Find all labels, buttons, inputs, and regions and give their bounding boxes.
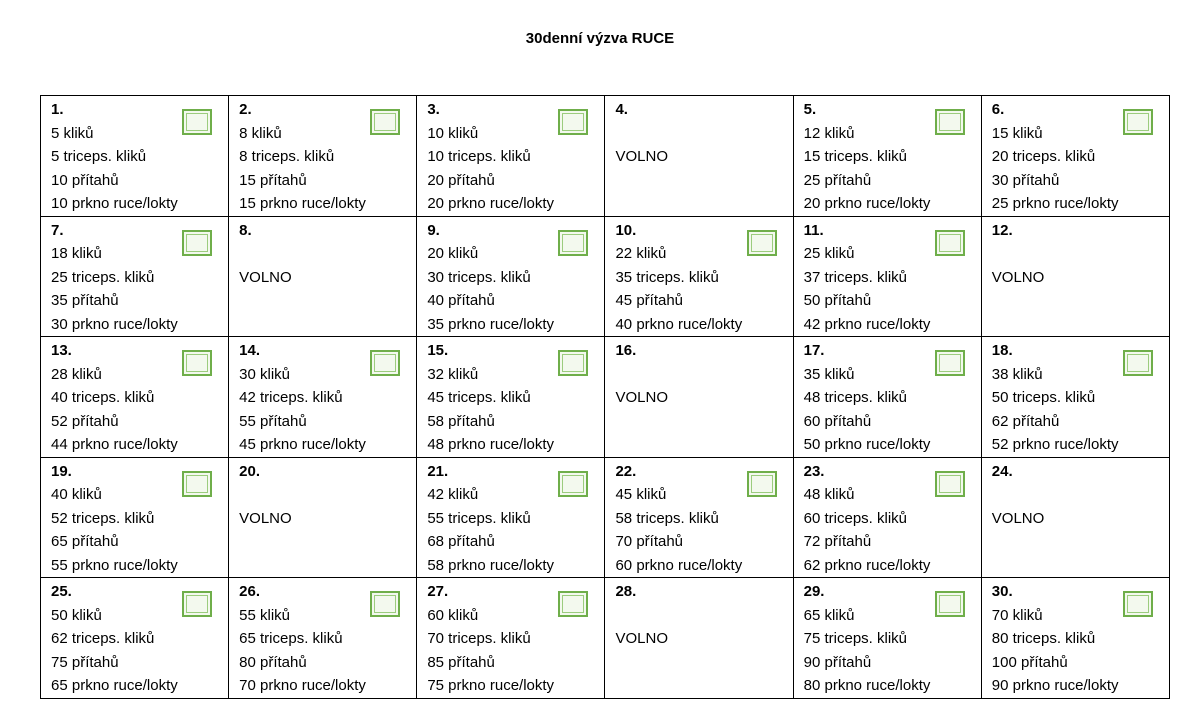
day-number: 20. [239,462,261,480]
day-cell [981,337,1169,458]
day-cell [605,216,793,337]
day-cell [417,457,605,578]
day-cell [417,578,605,699]
triceps-line: 65 triceps. kliků [239,630,343,647]
checkbox-icon[interactable] [558,230,588,256]
day-number: 19. [51,462,72,480]
pullups-line: 65 přítahů [51,533,119,550]
day-cell [793,216,981,337]
pullups-line: 80 přítahů [239,653,307,671]
pullups-line: 85 přítahů [427,653,495,671]
plank-line: 30 prkno ruce/lokty [51,315,178,333]
page-title: 30denní výzva RUCE [525,30,675,47]
day-number: 15. [427,342,449,359]
plank-line: 75 prkno ruce/lokty [427,677,555,694]
triceps-line: 37 triceps. kliků [803,268,907,286]
rest-label: VOLNO [991,509,1045,527]
triceps-line: 10 triceps. kliků [427,148,531,165]
triceps-line: 58 triceps. kliků [615,509,719,527]
day-cell [41,216,229,337]
day-cell [229,578,417,699]
day-cell [981,216,1169,337]
pullups-line: 45 přítahů [615,292,684,309]
pushups-line: 10 kliků [427,124,479,142]
checkbox-icon[interactable] [935,350,965,376]
triceps-line: 62 triceps. kliků [51,630,155,647]
day-cell [41,457,229,578]
plank-line: 90 prkno ruce/lokty [991,677,1119,694]
checkbox-icon[interactable] [182,109,212,135]
pullups-line: 10 přítahů [51,171,119,189]
plank-line: 42 prkno ruce/lokty [803,315,931,333]
pullups-line: 72 přítahů [803,533,872,550]
pushups-line: 18 kliků [51,245,102,262]
pushups-line: 28 kliků [51,365,102,383]
day-number: 9. [427,221,440,239]
triceps-line: 55 triceps. kliků [427,509,531,527]
plank-line: 10 prkno ruce/lokty [51,195,178,212]
triceps-line: 30 triceps. kliků [427,268,531,286]
triceps-line: 20 triceps. kliků [991,148,1096,165]
checkbox-icon[interactable] [558,350,588,376]
day-number: 6. [991,101,1005,118]
pushups-line: 70 kliků [991,606,1043,624]
day-cell [793,337,981,458]
day-number: 5. [803,101,817,118]
triceps-line: 75 triceps. kliků [803,630,907,647]
day-number: 3. [427,101,440,118]
plank-line: 44 prkno ruce/lokty [51,436,178,453]
pullups-line: 25 přítahů [803,171,872,189]
pushups-line: 60 kliků [427,606,479,624]
checkbox-icon[interactable] [935,471,965,497]
checkbox-icon[interactable] [935,109,965,135]
day-number: 1. [51,101,64,118]
triceps-line: 50 triceps. kliků [991,389,1096,406]
day-number: 2. [239,101,252,118]
day-cell [793,96,981,217]
triceps-line: 35 triceps. kliků [615,268,719,286]
checkbox-icon[interactable] [182,230,212,256]
triceps-line: 70 triceps. kliků [427,630,531,647]
checkbox-icon[interactable] [935,591,965,617]
day-number: 26. [239,583,261,600]
plank-line: 80 prkno ruce/lokty [803,677,931,694]
rest-label: VOLNO [615,389,668,406]
checkbox-icon[interactable] [558,471,588,497]
triceps-line: 60 triceps. kliků [803,509,907,527]
day-cell [229,216,417,337]
day-cell [605,337,793,458]
plank-line: 40 prkno ruce/lokty [615,315,743,333]
plank-line: 45 prkno ruce/lokty [239,436,366,453]
checkbox-icon[interactable] [182,591,212,617]
day-number: 30. [991,583,1013,600]
day-number: 8. [239,221,252,239]
day-cell [981,578,1169,699]
day-number: 16. [615,342,637,359]
rest-label: VOLNO [615,630,668,647]
day-number: 21. [427,462,449,480]
checkbox-icon[interactable] [558,109,588,135]
pullups-line: 55 přítahů [239,412,307,430]
pullups-line: 35 přítahů [51,292,119,309]
pushups-line: 8 kliků [239,124,282,142]
day-cell [417,216,605,337]
triceps-line: 8 triceps. kliků [239,148,335,165]
day-cell [417,337,605,458]
pullups-line: 40 přítahů [427,292,495,309]
plank-line: 65 prkno ruce/lokty [51,677,178,694]
pushups-line: 30 kliků [239,365,291,383]
pullups-line: 50 přítahů [803,292,872,309]
plank-line: 35 prkno ruce/lokty [427,315,555,333]
triceps-line: 45 triceps. kliků [427,389,531,406]
checkbox-icon[interactable] [747,471,777,497]
day-cell [793,457,981,578]
rest-label: VOLNO [239,509,292,527]
pullups-line: 68 přítahů [427,533,495,550]
day-number: 10. [615,221,637,239]
plank-line: 20 prkno ruce/lokty [803,195,931,212]
day-number: 25. [51,583,72,600]
day-number: 24. [991,462,1013,480]
day-cell [229,457,417,578]
day-number: 23. [803,462,825,480]
pushups-line: 48 kliků [803,486,855,503]
plank-line: 55 prkno ruce/lokty [51,556,178,574]
rest-label: VOLNO [991,268,1045,286]
day-cell [605,96,793,217]
pullups-line: 70 přítahů [615,533,684,550]
day-cell [229,96,417,217]
triceps-line: 42 triceps. kliků [239,389,343,406]
pullups-line: 52 přítahů [51,412,119,430]
pushups-line: 35 kliků [803,365,855,383]
day-number: 18. [991,342,1013,359]
checkbox-icon[interactable] [1123,591,1153,617]
day-number: 27. [427,583,449,600]
pullups-line: 15 přítahů [239,171,307,189]
plank-line: 15 prkno ruce/lokty [239,195,366,212]
checkbox-icon[interactable] [1123,350,1153,376]
triceps-line: 52 triceps. kliků [51,509,155,527]
pushups-line: 20 kliků [427,245,479,262]
pushups-line: 42 kliků [427,486,479,503]
day-cell [229,337,417,458]
day-number: 11. [803,221,824,239]
day-cell [605,578,793,699]
pullups-line: 30 přítahů [991,171,1060,189]
triceps-line: 48 triceps. kliků [803,389,907,406]
day-cell [793,578,981,699]
pushups-line: 50 kliků [51,606,102,624]
plank-line: 62 prkno ruce/lokty [803,556,931,574]
grid-row [41,578,1170,699]
checkbox-icon[interactable] [182,471,212,497]
pushups-line: 12 kliků [803,124,855,142]
plank-line: 50 prkno ruce/lokty [803,436,931,453]
checkbox-icon[interactable] [747,230,777,256]
pullups-line: 60 přítahů [803,412,872,430]
plank-line: 52 prkno ruce/lokty [991,436,1119,453]
rest-label: VOLNO [615,148,668,165]
plank-line: 25 prkno ruce/lokty [991,195,1119,212]
triceps-line: 15 triceps. kliků [803,148,907,165]
triceps-line: 80 triceps. kliků [991,630,1096,647]
day-number: 14. [239,342,261,359]
pullups-line: 62 přítahů [991,412,1060,430]
checkbox-icon[interactable] [370,591,400,617]
pullups-line: 20 přítahů [427,171,495,189]
day-number: 12. [991,221,1013,239]
triceps-line: 25 triceps. kliků [51,268,155,286]
pushups-line: 65 kliků [803,606,855,624]
checkbox-icon[interactable] [182,350,212,376]
pushups-line: 45 kliků [615,486,667,503]
checkbox-icon[interactable] [370,350,400,376]
pushups-line: 32 kliků [427,365,479,383]
day-cell [41,337,229,458]
day-number: 4. [615,101,628,118]
day-number: 22. [615,462,637,480]
pullups-line: 58 přítahů [427,412,495,430]
pullups-line: 100 přítahů [991,653,1068,671]
pushups-line: 22 kliků [615,245,667,262]
challenge-grid [40,95,1170,699]
checkbox-icon[interactable] [370,109,400,135]
grid-row [41,457,1170,578]
grid-row [41,216,1170,337]
rest-label: VOLNO [239,268,292,286]
grid-row [41,337,1170,458]
plank-line: 60 prkno ruce/lokty [615,556,743,574]
day-cell [605,457,793,578]
day-cell [981,96,1169,217]
triceps-line: 40 triceps. kliků [51,389,155,406]
checkbox-icon[interactable] [935,230,965,256]
day-cell [417,96,605,217]
pushups-line: 15 kliků [991,124,1043,142]
checkbox-icon[interactable] [558,591,588,617]
plank-line: 70 prkno ruce/lokty [239,677,366,694]
day-number: 29. [803,583,825,600]
pushups-line: 55 kliků [239,606,291,624]
day-cell [41,96,229,217]
checkbox-icon[interactable] [1123,109,1153,135]
triceps-line: 5 triceps. kliků [51,148,147,165]
day-number: 13. [51,342,72,359]
day-number: 28. [615,583,637,600]
day-number: 7. [51,221,64,239]
pushups-line: 40 kliků [51,486,102,503]
pushups-line: 5 kliků [51,124,94,142]
day-cell [41,578,229,699]
day-number: 17. [803,342,825,359]
pushups-line: 38 kliků [991,365,1043,383]
pushups-line: 25 kliků [803,245,855,262]
grid-row [41,96,1170,217]
plank-line: 58 prkno ruce/lokty [427,556,555,574]
day-cell [981,457,1169,578]
pullups-line: 75 přítahů [51,653,119,671]
plank-line: 20 prkno ruce/lokty [427,195,555,212]
pullups-line: 90 přítahů [803,653,872,671]
plank-line: 48 prkno ruce/lokty [427,436,555,453]
